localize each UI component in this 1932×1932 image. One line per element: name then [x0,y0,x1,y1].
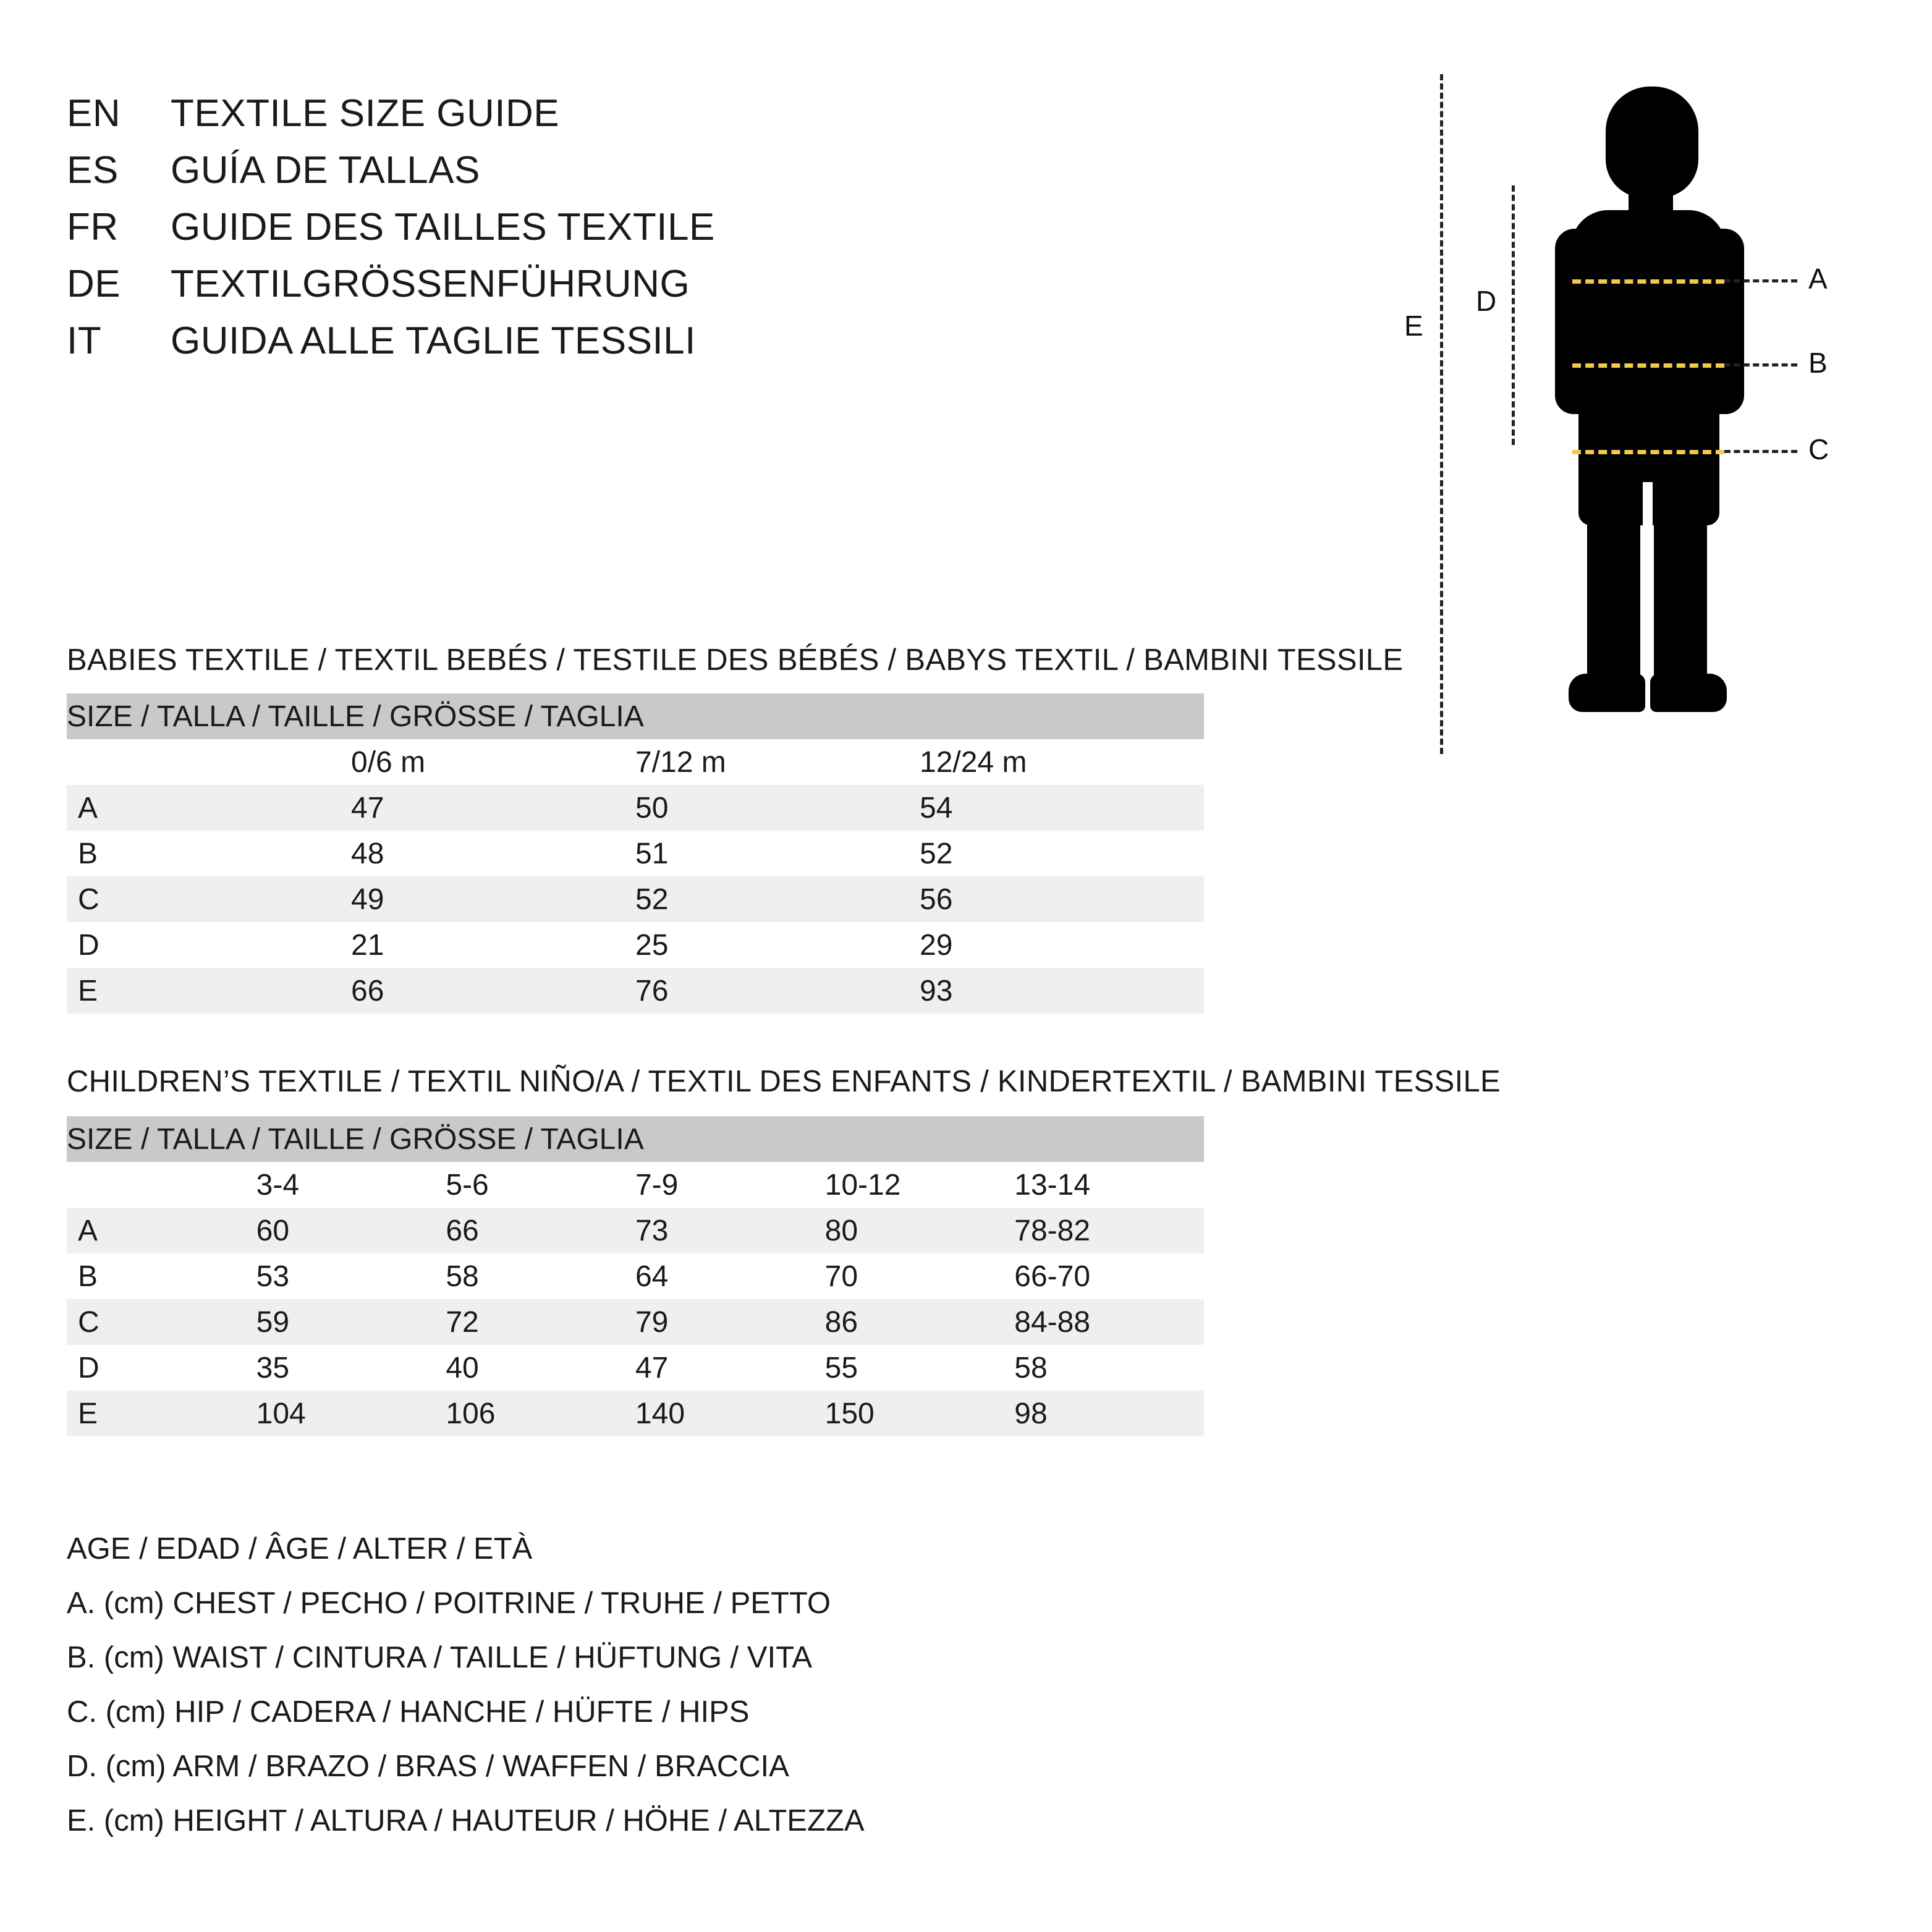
language-row-fr [67,205,1426,262]
silhouette-right-foot [1650,674,1727,712]
language-row-de [67,262,1426,319]
children-b-1: 58 [446,1253,635,1299]
children-b-4: 66-70 [1014,1253,1204,1299]
diagram-label-c: C [1808,433,1829,465]
silhouette-right-leg [1654,513,1707,692]
children-c-2: 79 [635,1299,825,1345]
child-silhouette [1533,87,1755,754]
legend-line-waist: B. (cm) WAIST / CINTURA / TAILLE / HÜFTUNG / VITA [67,1641,813,1674]
table-row [67,1208,1204,1253]
children-section-title: CHILDREN’S TEXTILE / TEXTIL NIÑO/A / TEXTIL DES ENFANTS / KINDERTEXTIL / BAMBINI TESSILE [67,1065,1501,1098]
babies-b-2: 52 [920,831,1204,876]
children-e-3: 150 [825,1391,1015,1436]
language-code-it: IT [67,320,102,362]
legend-line-height: E. (cm) HEIGHT / ALTURA / HAUTEUR / HÖHE / ALTEZZA [67,1804,865,1837]
children-column-2: 7-9 [635,1162,825,1208]
children-b-2: 64 [635,1253,825,1299]
diagram-label-a: A [1808,263,1828,295]
legend-line-chest: A. (cm) CHEST / PECHO / POITRINE / TRUHE / PETTO [67,1587,831,1620]
arm-guide-line-d [1512,185,1515,445]
children-column-4: 13-14 [1014,1162,1204,1208]
babies-c-0: 49 [351,876,635,922]
children-row-label-b: B [67,1253,256,1299]
children-a-2: 73 [635,1208,825,1253]
children-c-1: 72 [446,1299,635,1345]
babies-table-header-label: SIZE / TALLA / TAILLE / GRÖSSE / TAGLIA [67,693,1204,739]
table-row [67,968,1204,1014]
language-row-es [67,148,1426,205]
table-row [67,1299,1204,1345]
children-a-4: 78-82 [1014,1208,1204,1253]
babies-c-2: 56 [920,876,1204,922]
language-code-en: EN [67,92,121,135]
children-column-header-blank [67,1162,256,1208]
children-table-header-label: SIZE / TALLA / TAILLE / GRÖSSE / TAGLIA [67,1116,1204,1162]
language-code-es: ES [67,149,119,192]
babies-row-label-e: E [67,968,351,1014]
diagram-label-b: B [1808,347,1828,379]
children-e-1: 106 [446,1391,635,1436]
babies-e-0: 66 [351,968,635,1014]
babies-row-label-d: D [67,922,351,968]
children-column-0: 3-4 [256,1162,446,1208]
silhouette-left-arm [1555,229,1593,414]
language-code-de: DE [67,263,121,305]
height-guide-line-e [1440,74,1443,754]
children-column-header-row [67,1162,1204,1208]
babies-section-title: BABIES TEXTILE / TEXTIL BEBÉS / TESTILE DES BÉBÉS / BABYS TEXTIL / BAMBINI TESSILE [67,643,1404,677]
language-code-fr: FR [67,206,119,248]
babies-table-header-row [67,693,1204,739]
babies-a-2: 54 [920,785,1204,831]
babies-e-1: 76 [635,968,920,1014]
language-row-it [67,319,1426,376]
table-row [67,922,1204,968]
children-c-0: 59 [256,1299,446,1345]
babies-column-header-row [67,739,1204,785]
silhouette-left-foot [1569,674,1645,712]
babies-row-label-c: C [67,876,351,922]
children-row-label-a: A [67,1208,256,1253]
table-row [67,785,1204,831]
language-text-it: GUIDA ALLE TAGLIE TESSILI [171,320,696,362]
babies-d-2: 29 [920,922,1204,968]
table-row [67,1345,1204,1391]
babies-c-1: 52 [635,876,920,922]
children-d-0: 35 [256,1345,446,1391]
children-d-3: 55 [825,1345,1015,1391]
babies-column-2: 12/24 m [920,739,1204,785]
children-d-1: 40 [446,1345,635,1391]
babies-b-0: 48 [351,831,635,876]
measurement-diagram [1391,74,1860,766]
legend-line-hip: C. (cm) HIP / CADERA / HANCHE / HÜFTE / HIPS [67,1695,750,1729]
children-d-4: 58 [1014,1345,1204,1391]
chest-leader-line [1724,279,1797,282]
babies-d-0: 21 [351,922,635,968]
children-table-header-row [67,1116,1204,1162]
children-e-0: 104 [256,1391,446,1436]
table-row [67,1253,1204,1299]
language-title-block [67,91,1426,376]
children-c-4: 84-88 [1014,1299,1204,1345]
children-column-3: 10-12 [825,1162,1015,1208]
babies-a-0: 47 [351,785,635,831]
children-d-2: 47 [635,1345,825,1391]
language-text-de: TEXTILGRÖSSENFÜHRUNG [171,263,690,305]
children-size-table [67,1116,1204,1436]
waist-measure-line [1572,363,1724,368]
children-a-3: 80 [825,1208,1015,1253]
language-row-en [67,91,1426,148]
language-text-en: TEXTILE SIZE GUIDE [171,92,560,135]
silhouette-right-arm [1706,229,1744,414]
babies-row-label-a: A [67,785,351,831]
babies-column-1: 7/12 m [635,739,920,785]
children-row-label-d: D [67,1345,256,1391]
children-a-1: 66 [446,1208,635,1253]
children-e-4: 98 [1014,1391,1204,1436]
silhouette-shorts-gap [1643,482,1653,532]
hip-measure-line [1572,450,1724,454]
legend-line-arm: D. (cm) ARM / BRAZO / BRAS / WAFFEN / BRACCIA [67,1750,789,1783]
hip-leader-line [1724,450,1797,453]
children-a-0: 60 [256,1208,446,1253]
chest-measure-line [1572,279,1724,284]
children-b-0: 53 [256,1253,446,1299]
silhouette-left-leg [1587,513,1640,692]
babies-d-1: 25 [635,922,920,968]
legend-line-age: AGE / EDAD / ÂGE / ALTER / ETÀ [67,1532,533,1566]
waist-leader-line [1724,363,1797,366]
children-c-3: 86 [825,1299,1015,1345]
babies-e-2: 93 [920,968,1204,1014]
table-row [67,876,1204,922]
babies-column-header-blank [67,739,351,785]
babies-size-table [67,693,1204,1014]
table-row [67,831,1204,876]
children-e-2: 140 [635,1391,825,1436]
language-text-es: GUÍA DE TALLAS [171,149,480,192]
language-text-fr: GUIDE DES TAILLES TEXTILE [171,206,715,248]
children-column-1: 5-6 [446,1162,635,1208]
diagram-label-d: D [1476,285,1497,317]
children-row-label-c: C [67,1299,256,1345]
babies-b-1: 51 [635,831,920,876]
diagram-label-e: E [1404,310,1423,342]
babies-column-0: 0/6 m [351,739,635,785]
table-row [67,1391,1204,1436]
babies-a-1: 50 [635,785,920,831]
silhouette-torso [1571,210,1726,408]
children-row-label-e: E [67,1391,256,1436]
babies-row-label-b: B [67,831,351,876]
children-b-3: 70 [825,1253,1015,1299]
measurement-legend [67,1522,1550,1848]
